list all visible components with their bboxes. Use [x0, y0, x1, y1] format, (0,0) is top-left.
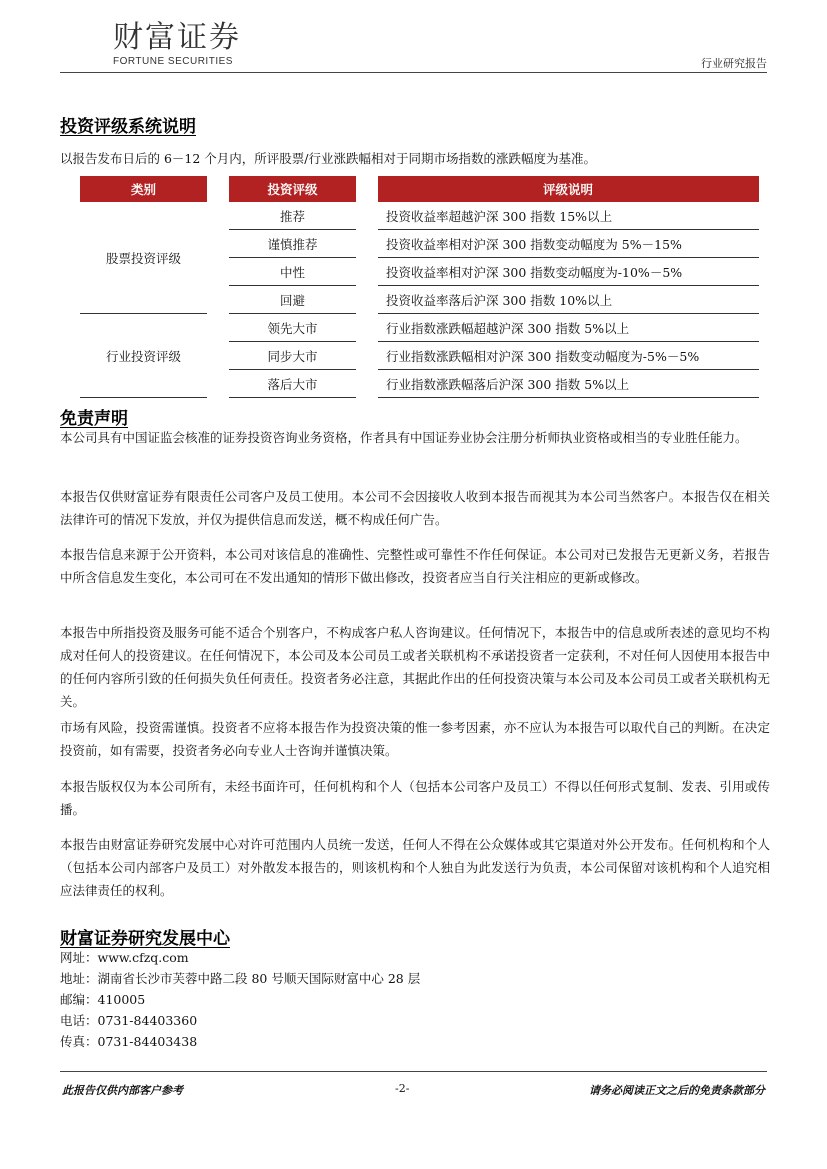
rating-description: 行业指数涨跌幅超越沪深 300 指数 5%以上: [378, 314, 759, 342]
rating-name: 谨慎推荐: [229, 230, 356, 258]
footer-disclaimer-note: 请务必阅读正文之后的免责条款部分: [589, 1084, 765, 1097]
rating-intro: 以报告发布日后的 6－12 个月内，所评股票/行业涨跌幅相对于同期市场指数的涨跌幅度为基准。: [60, 151, 597, 166]
disclaimer-paragraph: 本报告由财富证券研究发展中心对许可范围内人员统一发送，任何人不得在公众媒体或其它渠道对外公开发布。任何机构和个人（包括本公司内部客户及员工）对外散发本报告的，则该机构和个人独自为此发送行为负责，本公司保留对该机构和个人追究相应法律责任的权利。: [60, 837, 770, 898]
logo-chinese-name: 财富证券: [113, 20, 241, 55]
footer-internal-note: 此报告仅供内部客户参考: [62, 1084, 183, 1097]
page-number: -2-: [395, 1082, 410, 1095]
rating-section-title: 投资评级系统说明: [60, 117, 196, 137]
rating-name: 领先大市: [229, 314, 356, 342]
report-type-label: 行业研究报告: [701, 57, 767, 70]
column-header-rating: 投资评级: [229, 176, 356, 202]
disclaimer-title: 免责声明: [60, 409, 128, 429]
contact-phone: 电话：0731-84403360: [60, 1013, 198, 1028]
rating-description: 投资收益率落后沪深 300 指数 10%以上: [378, 286, 759, 314]
rating-table: [80, 176, 759, 398]
rating-name: 同步大市: [229, 342, 356, 370]
rating-name: 回避: [229, 286, 356, 314]
rating-description: 行业指数涨跌幅相对沪深 300 指数变动幅度为-5%－5%: [378, 342, 759, 370]
contact-website: 网址：www.cfzq.com: [60, 950, 189, 965]
contact-address: 地址：湖南省长沙市芙蓉中路二段 80 号顺天国际财富中心 28 层: [60, 971, 421, 986]
rating-name: 中性: [229, 258, 356, 286]
disclaimer-paragraph: 本报告仅供财富证券有限责任公司客户及员工使用。本公司不会因接收人收到本报告而视其为本公司当然客户。本报告仅在相关法律许可的情况下发放，并仅为提供信息而发送，概不构成任何广告。: [60, 489, 770, 527]
contact-title: 财富证券研究发展中心: [60, 929, 230, 949]
rating-description: 投资收益率相对沪深 300 指数变动幅度为-10%－5%: [378, 258, 759, 286]
column-header-description: 评级说明: [378, 176, 759, 202]
company-logo: [113, 22, 241, 67]
rating-description: 行业指数涨跌幅落后沪深 300 指数 5%以上: [378, 370, 759, 398]
disclaimer-paragraph: 本公司具有中国证监会核准的证券投资咨询业务资格，作者具有中国证券业协会注册分析师执业资格或相当的专业胜任能力。: [60, 430, 748, 445]
disclaimer-paragraph: 市场有风险，投资需谨慎。投资者不应将本报告作为投资决策的惟一参考因素，亦不应认为本报告可以取代自己的判断。在决定投资前，如有需要，投资者务必向专业人士咨询并谨慎决策。: [60, 720, 770, 758]
header-divider: [60, 72, 767, 73]
contact-fax: 传真：0731-84403438: [60, 1034, 198, 1049]
disclaimer-paragraph: 本报告信息来源于公开资料，本公司对该信息的准确性、完整性或可靠性不作任何保证。本公司对已发报告无更新义务，若报告中所含信息发生变化，本公司可在不发出通知的情形下做出修改，投资者应当自行关注相应的更新或修改。: [60, 547, 770, 585]
rating-description: 投资收益率相对沪深 300 指数变动幅度为 5%－15%: [378, 230, 759, 258]
column-header-category: 类别: [80, 176, 207, 202]
disclaimer-paragraph: 本报告中所指投资及服务可能不适合个别客户，不构成客户私人咨询建议。任何情况下，本报告中的信息或所表述的意见均不构成对任何人的投资建议。在任何情况下，本公司及本公司员工或者关联机构不承诺投资者一定获利，不对任何人因使用本报告中的任何内容所引致的任何损失负任何责任。投资者务必注意，其据此作出的任何投资决策与本公司及本公司员工或者关联机构无关。: [60, 625, 770, 709]
rating-name: 落后大市: [229, 370, 356, 398]
rating-name: 推荐: [229, 202, 356, 230]
footer-divider: [60, 1071, 767, 1072]
logo-english-name: FORTUNE SECURITIES: [113, 56, 233, 67]
category-stock-rating: 股票投资评级: [80, 202, 207, 314]
disclaimer-paragraph: 本报告版权仅为本公司所有，未经书面许可，任何机构和个人（包括本公司客户及员工）不得以任何形式复制、发表、引用或传播。: [60, 779, 770, 817]
rating-description: 投资收益率超越沪深 300 指数 15%以上: [378, 202, 759, 230]
category-industry-rating: 行业投资评级: [80, 314, 207, 398]
contact-postcode: 邮编：410005: [60, 992, 146, 1007]
